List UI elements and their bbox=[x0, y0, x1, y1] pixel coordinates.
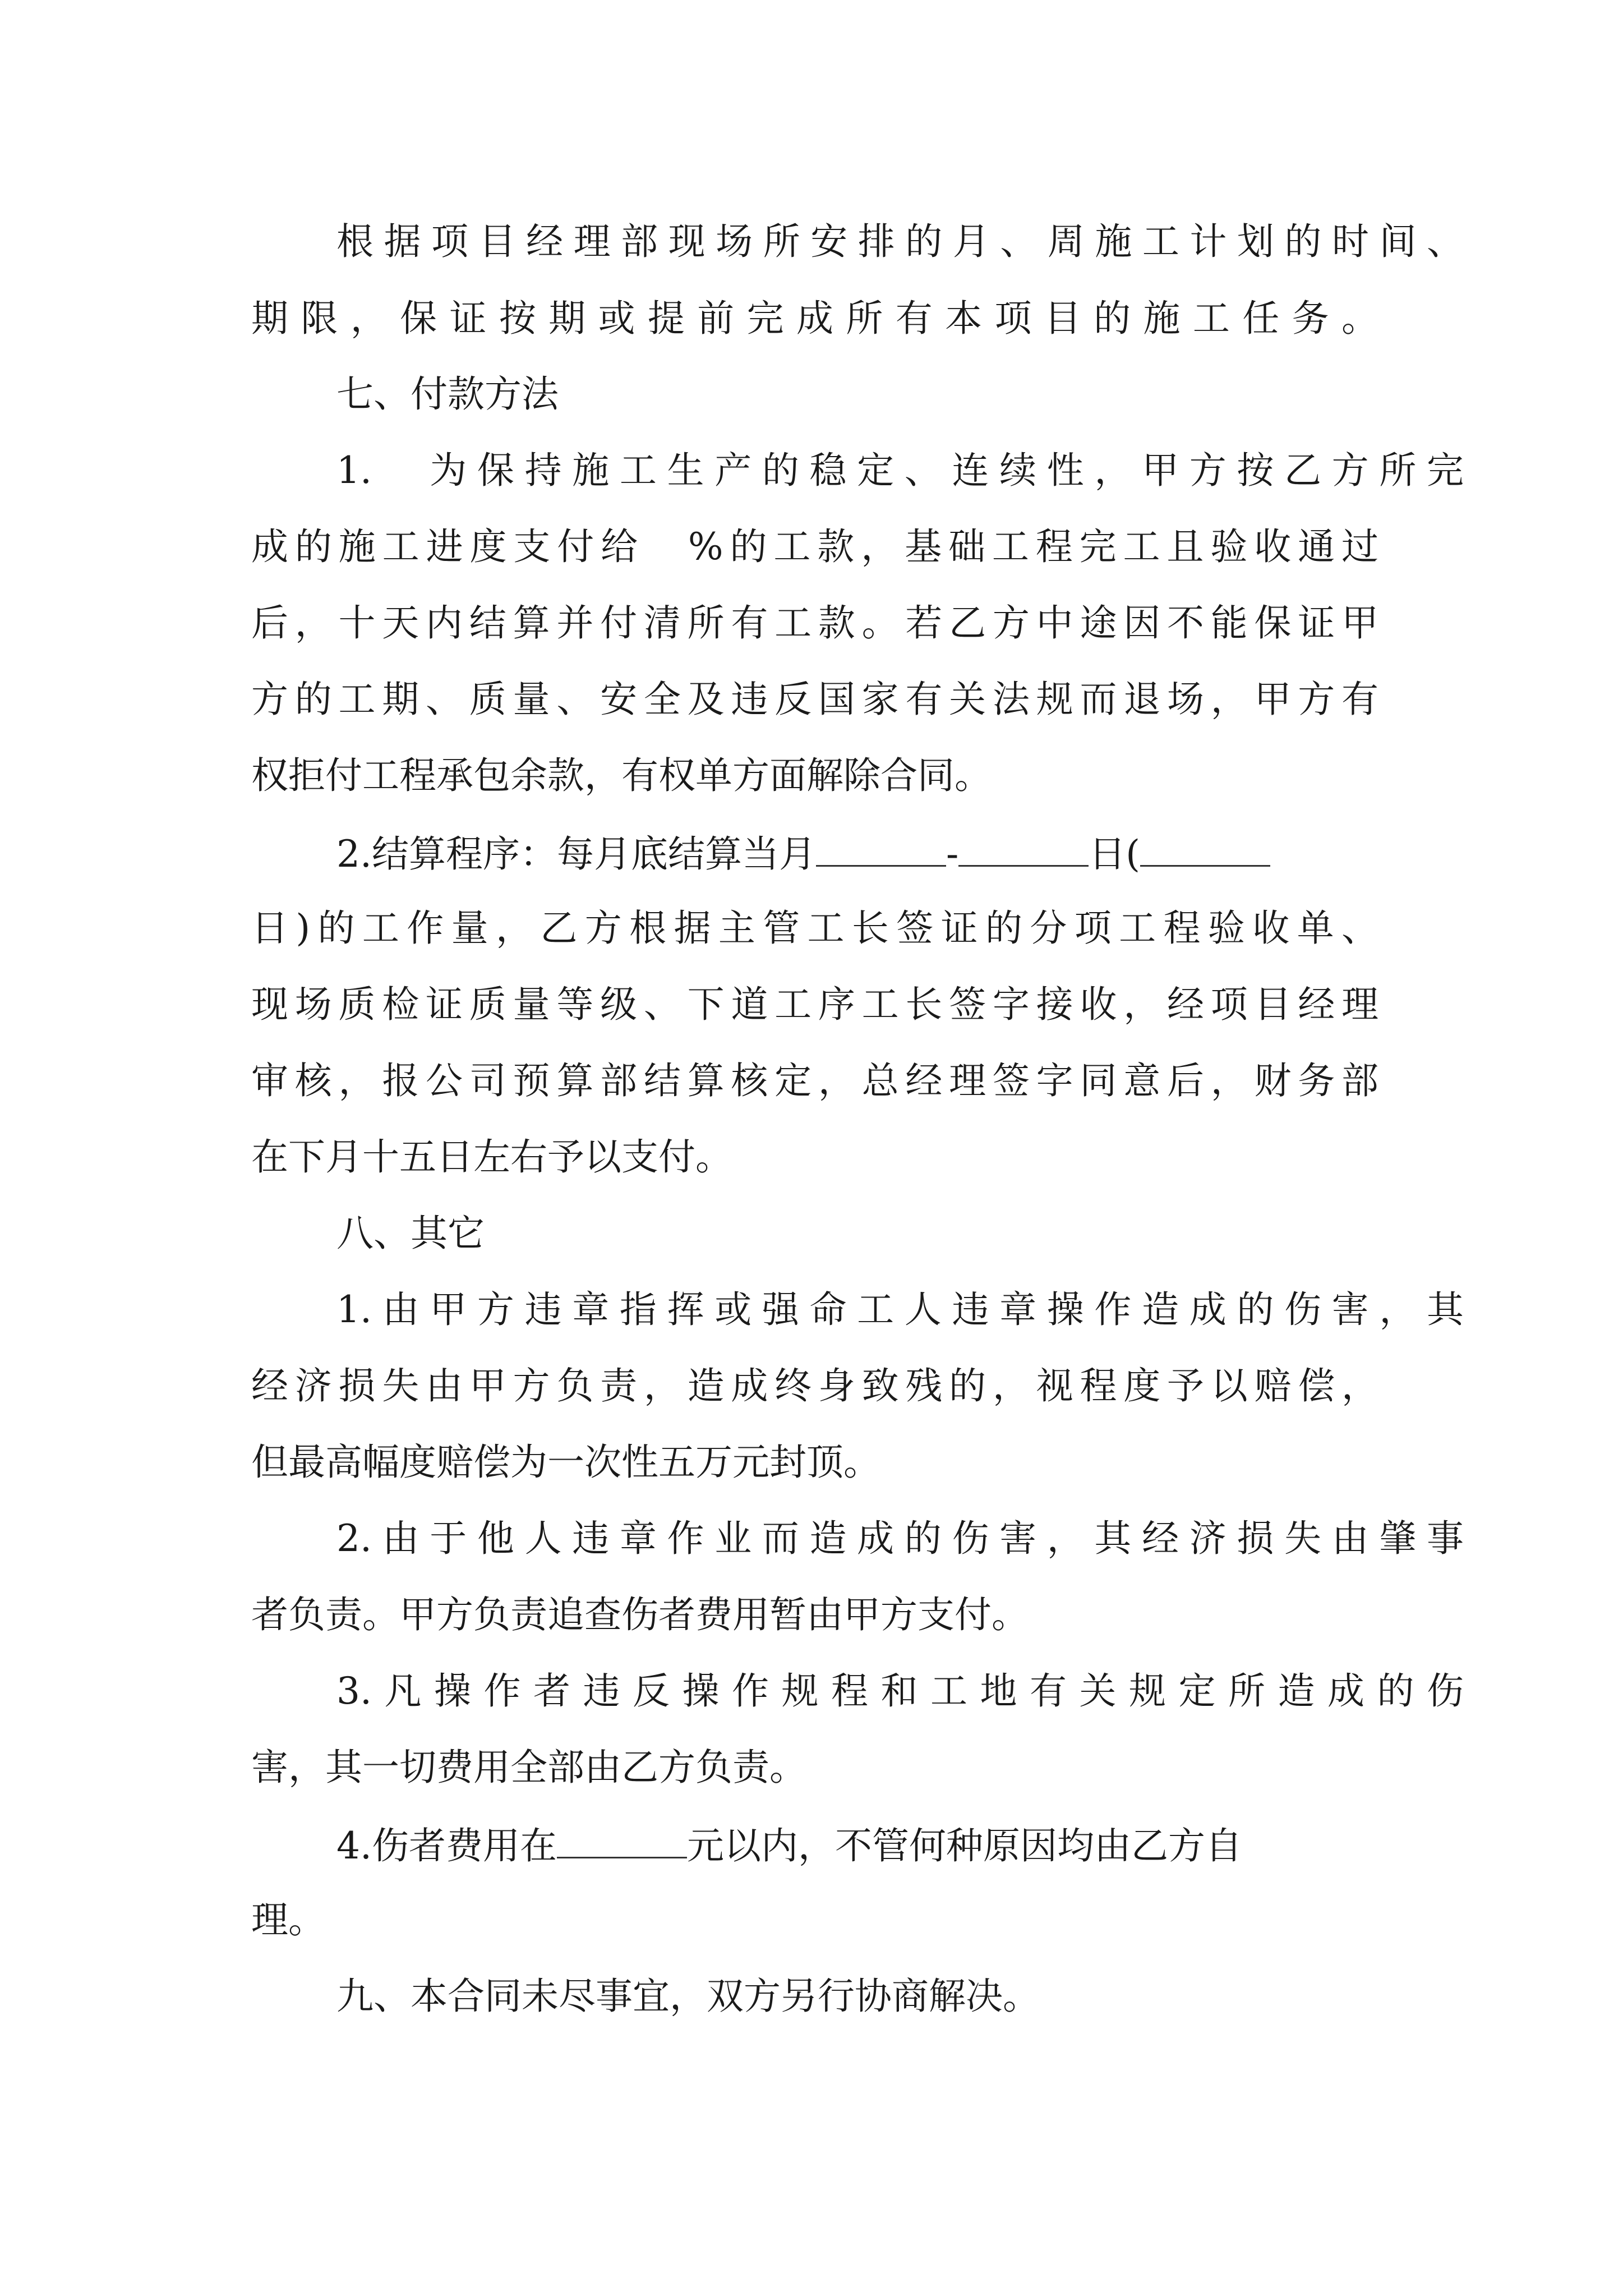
paragraph-text: 日( bbox=[1089, 832, 1141, 876]
paragraph-line-with-blanks bbox=[336, 832, 1270, 876]
paragraph-line: 2.由于他人违章作业而造成的伤害，其经济损失由肇事 bbox=[336, 1517, 1464, 1560]
paragraph-line: 经济损失由甲方负责，造成终身致残的，视程度予以赔偿， bbox=[251, 1364, 1378, 1407]
paragraph-text: 4.伤者费用在 bbox=[336, 1824, 557, 1867]
paragraph-line: 日)的工作量，乙方根据主管工长签证的分项工程验收单、 bbox=[251, 907, 1378, 950]
paragraph-line: 1. 为保持施工生产的稳定、连续性，甲方按乙方所完 bbox=[336, 449, 1464, 492]
fill-blank bbox=[1140, 834, 1270, 867]
fill-blank bbox=[958, 834, 1089, 867]
paragraph-line: 但最高幅度赔偿为一次性五万元封顶。 bbox=[251, 1441, 880, 1484]
section-heading: 八、其它 bbox=[336, 1212, 485, 1255]
paragraph-line: 审核，报公司预算部结算核定，总经理签字同意后，财务部 bbox=[251, 1059, 1378, 1102]
paragraph-line: 后，十天内结算并付清所有工款。若乙方中途因不能保证甲 bbox=[251, 601, 1378, 645]
paragraph-text: - bbox=[946, 832, 959, 876]
section-heading: 九、本合同未尽事宜，双方另行协商解决。 bbox=[336, 1975, 1040, 2018]
paragraph-line: 1.由甲方违章指挥或强命工人违章操作造成的伤害，其 bbox=[336, 1288, 1464, 1331]
fill-blank bbox=[816, 834, 946, 867]
paragraph-line-with-blanks bbox=[336, 1825, 1242, 1865]
paragraph-line: 在下月十五日左右予以支付。 bbox=[251, 1135, 732, 1179]
paragraph-text: 元以内，不管何种原因均由乙方自 bbox=[686, 1824, 1242, 1867]
paragraph-line: 根据项目经理部现场所安排的月、周施工计划的时间、 bbox=[336, 220, 1464, 263]
paragraph-line: 理。 bbox=[251, 1898, 325, 1941]
paragraph-line: 3.凡操作者违反操作规程和工地有关规定所造成的伤 bbox=[336, 1669, 1464, 1713]
paragraph-text: 2.结算程序：每月底结算当月 bbox=[336, 832, 816, 876]
paragraph-line: 权拒付工程承包余款，有权单方面解除合同。 bbox=[251, 754, 992, 797]
section-heading: 七、付款方法 bbox=[336, 372, 559, 416]
paragraph-line: 现场质检证质量等级、下道工序工长签字接收，经项目经理 bbox=[251, 983, 1378, 1026]
paragraph-line: 期限，保证按期或提前完成所有本项目的施工任务。 bbox=[251, 297, 1378, 340]
paragraph-line: 者负责。甲方负责追查伤者费用暂由甲方支付。 bbox=[251, 1593, 1029, 1636]
paragraph-line: 害，其一切费用全部由乙方负责。 bbox=[251, 1746, 806, 1789]
paragraph-line: 成的施工进度支付给 %的工款，基础工程完工且验收通过 bbox=[251, 525, 1378, 568]
paragraph-line: 方的工期、质量、安全及违反国家有关法规而退场，甲方有 bbox=[251, 678, 1378, 721]
fill-blank bbox=[557, 1825, 687, 1858]
